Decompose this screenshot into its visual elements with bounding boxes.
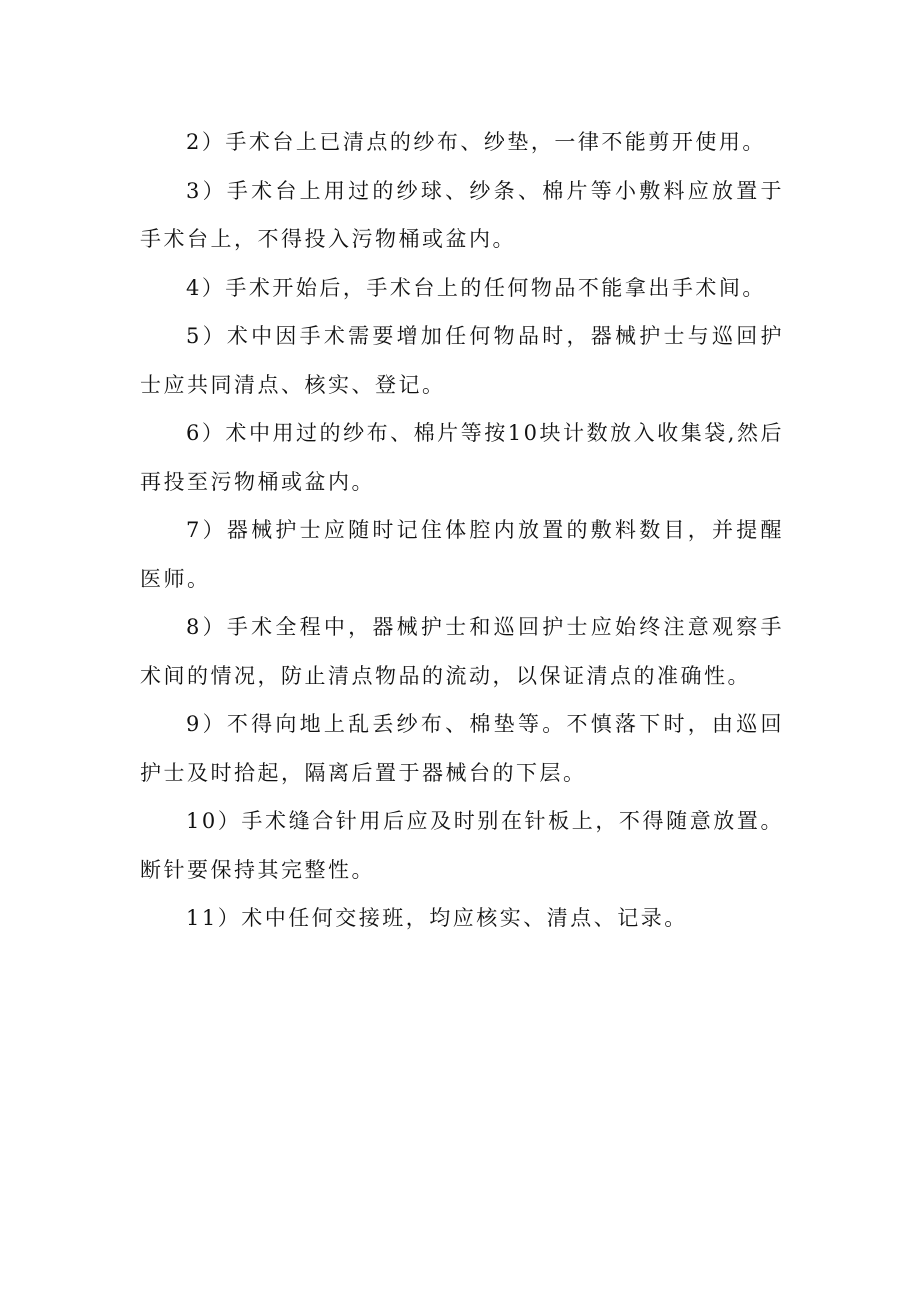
list-item: 3）手术台上用过的纱球、纱条、棉片等小敷料应放置于手术台上，不得投入污物桶或盆内。 bbox=[140, 178, 784, 251]
list-item: 11）术中任何交接班，均应核实、清点、记录。 bbox=[186, 906, 688, 930]
document-body bbox=[140, 118, 784, 943]
list-item: 2）手术台上已清点的纱布、纱垫，一律不能剪开使用。 bbox=[186, 130, 766, 154]
list-item: 5）术中因手术需要增加任何物品时，器械护士与巡回护士应共同清点、核实、登记。 bbox=[140, 324, 784, 397]
list-item: 9）不得向地上乱丢纱布、棉垫等。不慎落下时，由巡回护士及时拾起，隔离后置于器械台的下层。 bbox=[140, 712, 784, 785]
list-item: 10）手术缝合针用后应及时别在针板上，不得随意放置。断针要保持其完整性。 bbox=[140, 809, 784, 882]
list-item: 6）术中用过的纱布、棉片等按10块计数放入收集袋,然后再投至污物桶或盆内。 bbox=[140, 421, 784, 494]
list-item: 8）手术全程中，器械护士和巡回护士应始终注意观察手术间的情况，防止清点物品的流动，以保证清点的准确性。 bbox=[140, 615, 784, 688]
list-item: 7）器械护士应随时记住体腔内放置的敷料数目，并提醒医师。 bbox=[140, 518, 784, 591]
list-item: 4）手术开始后，手术台上的任何物品不能拿出手术间。 bbox=[186, 275, 766, 300]
